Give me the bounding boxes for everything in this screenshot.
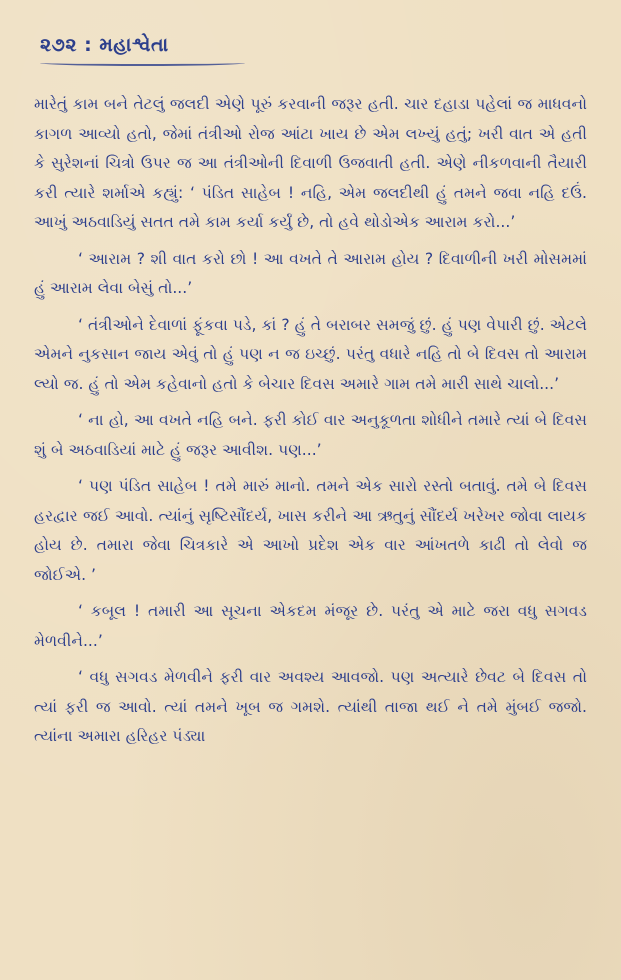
- header-underline: [40, 60, 245, 66]
- paragraph-1: મારેતું કામ બને તેટલું જલદી એણે પૂરું કરવાની જરૂર હતી. ચાર દહાડા પહેલાં જ માધવનો કાગળ આવ્યો હતો, જેમાં તંત્રીઓ રોજ આંટા ખાય છે એમ લખ્યું હતું; ખરી વાત એ હતી કે સુરેશનાં ચિત્રો ઉપર જ આ તંત્રીઓની દિવાળી ઉજવાતી હતી. એણે નીકળવાની તૈયારી કરી ત્યારે શર્માએ કહ્યું: ‘ પંડિત સાહેબ ! નહિ, એમ જલદીથી હું તમને જવા નહિ દઉં. આખું અઠવાડિયું સતત તમે કામ કર્યા કર્યું છે, તો હવે થોડોએક આરામ કરો...’: [34, 95, 587, 231]
- paragraph-3: ‘ તંત્રીઓને દેવાળાં ફૂંકવા પડે, કાં ? હું તે બરાબર સમજું છું. હું પણ વેપારી છું. એટલે એમને નુકસાન જાય એવું તો હું પણ ન જ ઇચ્છું. પરંતુ વધારે નહિ તો બે દિવસ તો આરામ લ્યો જ. હું તો એમ કહેવાનો હતો કે બેચાર દિવસ અમારે ગામ તમે મારી સાથે ચાલો...’: [34, 315, 587, 393]
- paragraph-7: ‘ વધુ સગવડ મેળવીને ફરી વાર અવશ્ય આવજો. પણ અત્યારે છેવટ બે દિવસ તો ત્યાં ફરી જ આવો. ત્યાં તમને ખૂબ જ ગમશે. ત્યાંથી તાજા થઈ ને તમે મુંબઈ જજો. ત્યાંના અમારા હરિહર પંડ્યા: [34, 668, 587, 745]
- running-head: ૨૭૨ : મહાશ્વેતા: [40, 34, 169, 56]
- paragraph-4: ‘ ના હો, આ વખતે નહિ બને. ફરી કોઈ વાર અનુકૂળતા શોધીને તમારે ત્યાં બે દિવસ શું બે અઠવાડિયાં માટે હું જરૂર આવીશ. પણ...’: [34, 411, 587, 459]
- paragraph-6: ‘ કબૂલ ! તમારી આ સૂચના એકદમ મંજૂર છે. પરંતુ એ માટે જરા વધુ સગવડ મેળવીને...’: [34, 602, 587, 650]
- paragraph-2: ‘ આરામ ? શી વાત કરો છો ! આ વખતે તે આરામ હોય ? દિવાળીની ખરી મોસમમાં હું આરામ લેવા બેસું તો...’: [34, 249, 587, 297]
- body-text: [34, 90, 587, 752]
- paragraph-5: ‘ પણ પંડિત સાહેબ ! તમે મારું માનો. તમને એક સારો રસ્તો બતાવું. તમે બે દિવસ હરદ્વાર જઈ આવો. ત્યાંનું સૃષ્ટિસૌંદર્ય, ખાસ કરીને આ ઋતુનું સૌંદર્ય ખરેખર જોવા લાયક હોય છે. તમારા જેવા ચિત્રકારે એ આખો પ્રદેશ એક વાર આંખતળે કાઢી તો લેવો જ જોઈએ. ’: [34, 477, 587, 584]
